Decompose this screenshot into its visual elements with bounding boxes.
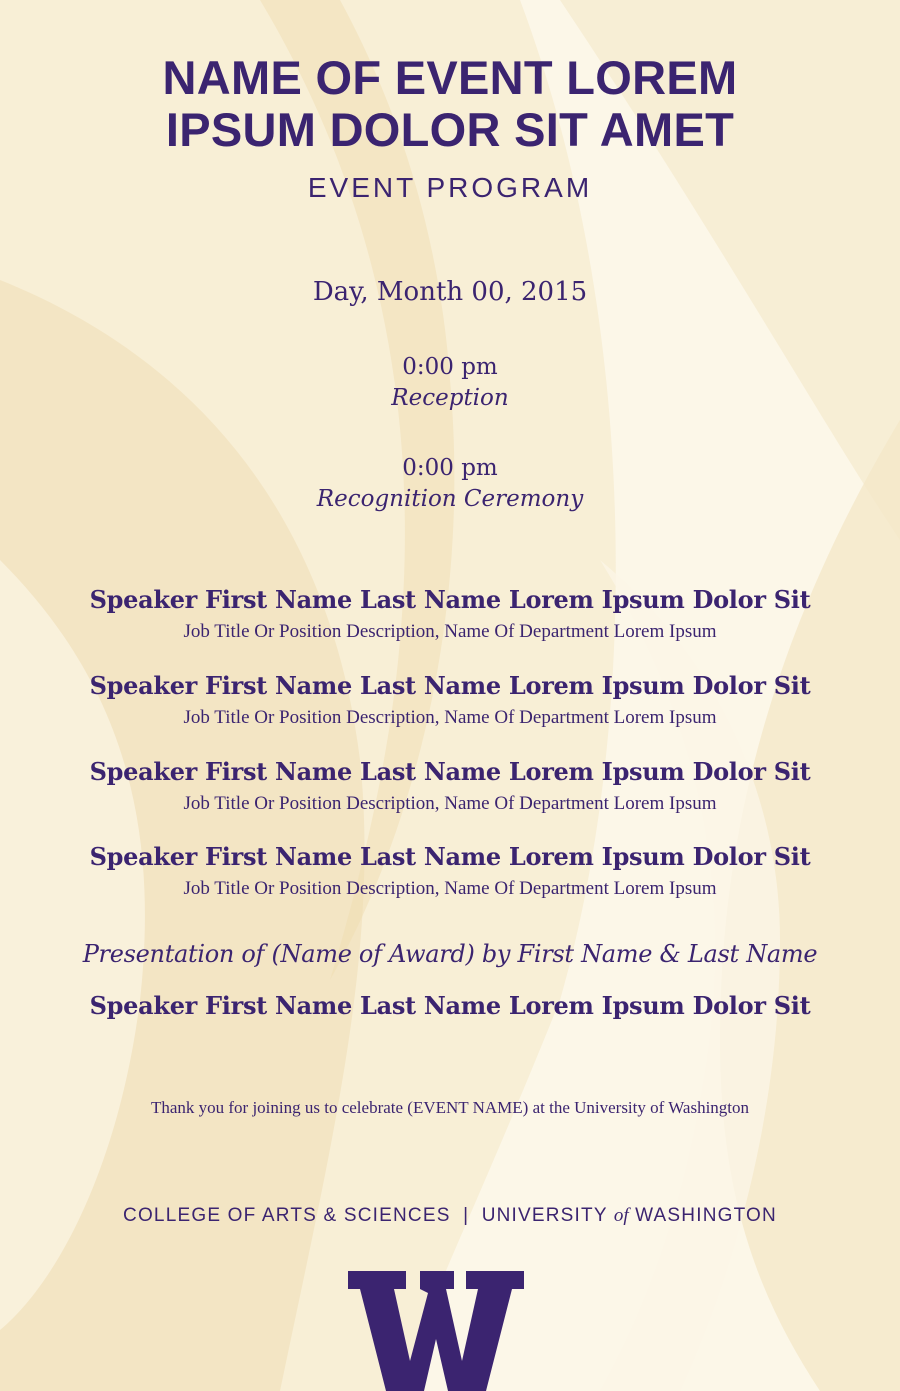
schedule-item xyxy=(0,453,900,515)
schedule-time: 0:00 pm xyxy=(402,455,498,481)
event-title-line-1: NAME OF EVENT LOREM xyxy=(162,51,738,104)
speaker-job-title: Job Title Or Position Description, Name Of Department Lorem Ipsum xyxy=(183,878,717,899)
speaker-entry xyxy=(0,842,900,902)
speaker-job-title: Job Title Or Position Description, Name Of Department Lorem Ipsum xyxy=(183,621,717,642)
speaker-name: Speaker First Name Last Name Lorem Ipsum Dolor Sit xyxy=(89,842,811,871)
university-name-of: of xyxy=(613,1205,629,1226)
award-presentation: Presentation of (Name of Award) by First Name & Last Name xyxy=(82,940,818,968)
event-date: Day, Month 00, 2015 xyxy=(312,277,588,307)
speaker-entry xyxy=(0,585,900,645)
schedule-item xyxy=(0,352,900,414)
award-speaker-name: Speaker First Name Last Name Lorem Ipsum Dolor Sit xyxy=(89,991,811,1020)
university-name-part-1: UNIVERSITY xyxy=(481,1205,608,1226)
wordmark-separator: | xyxy=(463,1205,470,1226)
speaker-entry xyxy=(0,671,900,731)
university-name-part-2: WASHINGTON xyxy=(635,1205,777,1226)
thank-you-note: Thank you for joining us to celebrate (EVENT NAME) at the University of Washington xyxy=(150,1098,750,1117)
speaker-entry xyxy=(0,757,900,817)
college-name: COLLEGE OF ARTS & SCIENCES xyxy=(123,1205,451,1226)
uw-w-logo-icon xyxy=(348,1271,524,1391)
schedule-label: Recognition Ceremony xyxy=(316,486,584,512)
speaker-name: Speaker First Name Last Name Lorem Ipsum Dolor Sit xyxy=(89,757,811,786)
program-subtitle: EVENT PROGRAM xyxy=(307,172,593,203)
event-title xyxy=(0,52,900,156)
schedule-label: Reception xyxy=(391,385,509,411)
college-university-wordmark xyxy=(0,1205,900,1227)
speaker-name: Speaker First Name Last Name Lorem Ipsum Dolor Sit xyxy=(89,585,811,614)
speaker-name: Speaker First Name Last Name Lorem Ipsum Dolor Sit xyxy=(89,671,811,700)
speaker-job-title: Job Title Or Position Description, Name Of Department Lorem Ipsum xyxy=(183,793,717,814)
event-title-line-2: IPSUM DOLOR SIT AMET xyxy=(165,103,735,156)
schedule-time: 0:00 pm xyxy=(402,354,498,380)
speaker-job-title: Job Title Or Position Description, Name Of Department Lorem Ipsum xyxy=(183,707,717,728)
award-speaker-entry xyxy=(0,991,900,1021)
